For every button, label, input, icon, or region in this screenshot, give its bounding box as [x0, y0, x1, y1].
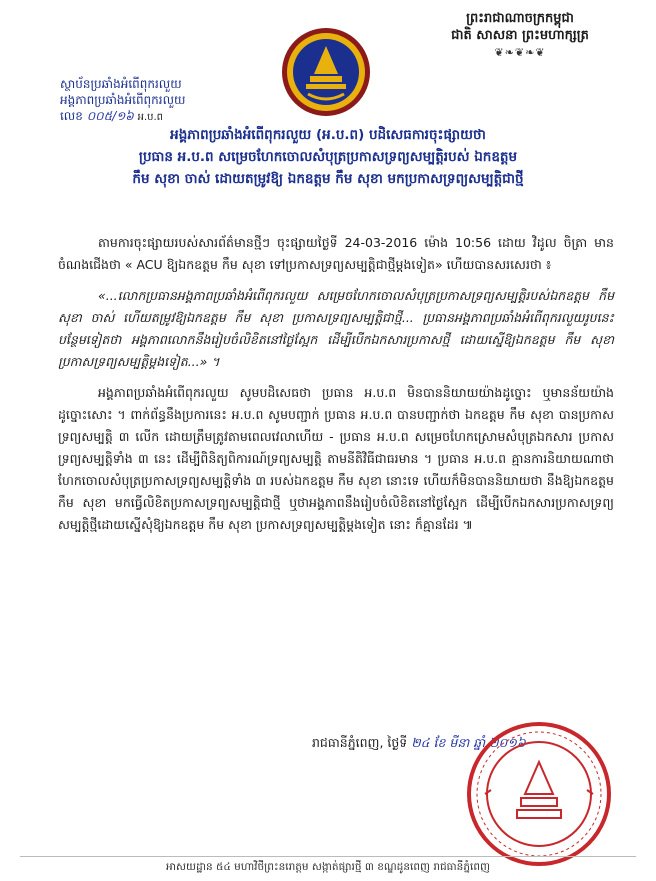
- dateline-place: រាជធានីភ្នំពេញ, ថ្ងៃទី: [312, 735, 408, 750]
- dateline-handwritten-date: ២៤ ខែ មីនា ឆ្នាំ ២០១៦: [411, 735, 526, 750]
- paragraph-denial: អង្គភាពប្រឆាំងអំពើពុករលួយ សូមបដិសេធថា ប្រធាន អ.ប.ព មិនបាននិយាយយ៉ាងដូច្នោះ ឬមានន័យយ៉ាងដូច្នោះសោះ ។ ពាក់ព័ន្ធនឹងប្រការនេះ អ.ប.ព សូមបញ្ជាក់ ប្រធាន អ.ប.ព បានបញ្ជាក់ថា ឯកឧត្តម កឹម សុខា បានប្រកាសទ្រព្យសម្បត្តិ ៣ លើក ដោយត្រឹមត្រូវតាមពេលវេលាហើយ - ប្រធាន អ.ប.ព សម្រេចហែកស្រោមសំបុត្រឯកសារ ប្រកាសទ្រព្យសម្បត្តិទាំង ៣ នេះ ដើម្បីពិនិត្យពិការណ៍ទ្រព្យសម្បត្តិ តាមនីតិវិធីជាធរមាន ។ ប្រធាន អ.ប.ព គ្មានការនិយាយណាថា ហែកចោលសំបុត្រប្រកាសទ្រព្យសម្បត្តិទាំង ៣ របស់ឯកឧត្តម កឹម សុខា នោះទេ ហើយក៏មិនបាននិយាយថា នឹងឱ្យឯកឧត្តម កឹម សុខា មកធ្វើលិខិតប្រកាសទ្រព្យសម្បត្តិជាថ្មី ឬថាអង្គភាពនឹងរៀបចំលិខិតនៅថ្ងៃស្អែក ដើម្បីបើកឯកសារប្រកាសទ្រព្យសម្បត្តិថ្មីដោយស្នើសុំឱ្យឯកឧត្តម កឹម សុខា ប្រកាសទ្រព្យសម្បត្តិម្តងទៀត នោះ ក៏គ្មានដែរ ៕: [58, 385, 614, 532]
- title-line-3: កឹម សុខា ចាស់ ដោយតម្រូវឱ្យ ឯកឧត្តម កឹម សុខា មកប្រកាសទ្រព្យសម្បត្តិជាថ្មី: [132, 171, 524, 187]
- title-line-1: អង្គភាពប្រឆាំងអំពើពុករលួយ (អ.ប.ព) បដិសេធការចុះផ្សាយថា: [170, 127, 486, 143]
- institution-name: ស្ថាប័នប្រឆាំងអំពើពុករលួយ: [60, 77, 182, 91]
- title-line-2: ប្រធាន អ.ប.ព សម្រេចហែកចោលសំបុត្រប្រកាសទ្រព្យសម្បត្តិរបស់ ឯកឧត្តម: [138, 149, 518, 165]
- document-body: [58, 232, 614, 545]
- kingdom-header: [398, 10, 642, 61]
- paragraph-quote: «...លោកប្រធានអង្គភាពប្រឆាំងអំពើពុករលួយ សម្រេចហែកចោលសំបុត្រប្រកាសទ្រព្យសម្បត្តិរបស់ឯកឧត្តម កឹម សុខា ចាស់ ហើយតម្រូវឱ្យឯកឧត្តម កឹម សុខា ប្រកាសទ្រព្យសម្បត្តិជាថ្មី... ប្រធានអង្គភាពប្រឆាំងអំពើពុករលួយរូបនេះ បន្ថែមទៀតថា អង្គភាពលោកនឹងរៀបចំលិខិតនៅថ្ងៃស្អែក ដើម្បីបើកឯកសារប្រកាសថ្មី ដោយស្នើឱ្យឯកឧត្តម កឹម សុខា ប្រកាសទ្រព្យសម្បត្តិម្តងទៀត...» ។: [58, 288, 614, 369]
- paragraph-intro: តាមការចុះផ្សាយរបស់សារព័ត៌មានថ្មីៗ ចុះផ្សាយថ្ងៃទី 24-03-2016 ម៉ោង 10:56 ដោយ វិដូល ចិត្រា មានចំណងជើងថា « ACU ឱ្យឯកឧត្តម កឹម សុខា ទៅប្រកាសទ្រព្យសម្បត្តិជាថ្មីម្តងទៀត» ហើយបានសរសេរថា ៖: [58, 235, 614, 272]
- reference-suffix: អ.ប.ព: [137, 112, 164, 123]
- document-title: [20, 124, 636, 190]
- kingdom-motto: ជាតិ សាសនា ព្រះមហាក្សត្រ: [451, 28, 589, 43]
- official-seal-stamp: [465, 720, 613, 868]
- reference-prefix: លេខ: [60, 109, 83, 123]
- unit-name: អង្គភាពប្រឆាំងអំពើពុករលួយ: [60, 93, 186, 107]
- acu-logo-emblem: [280, 26, 372, 118]
- footer-address: អាសយដ្ឋាន ៥៤ មហាវិថីព្រះនរោត្តម សង្កាត់ផ្សារថ្មី ៣ ខណ្ឌដូនពេញ រាជធានីភ្នំពេញ: [20, 856, 636, 876]
- agency-header: [60, 76, 270, 126]
- reference-handwritten: ០០៥/១៦: [86, 109, 134, 123]
- ornament-divider: ❦❧❦❧❦: [494, 46, 546, 59]
- kingdom-title: ព្រះរាជាណាចក្រកម្ពុជា: [466, 11, 574, 26]
